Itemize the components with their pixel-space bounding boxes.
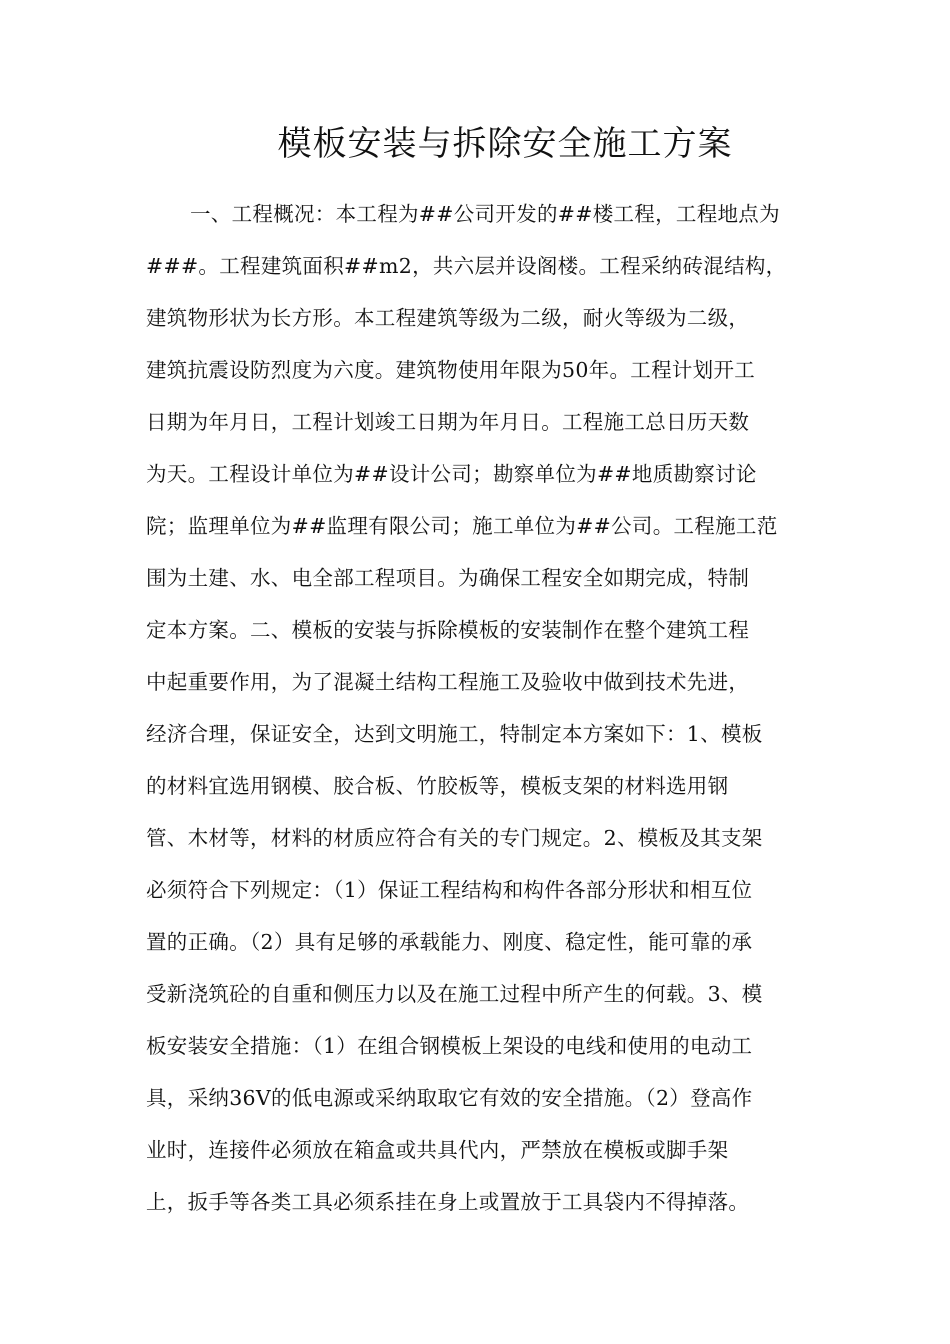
body-line: 置的正确。（2）具有足够的承载能力、刚度、稳定性，能可靠的承 — [146, 930, 753, 954]
body-line: 建筑物形状为长方形。本工程建筑等级为二级，耐火等级为二级， — [146, 306, 750, 330]
body-line: 中起重要作用，为了混凝土结构工程施工及验收中做到技术先进， — [146, 670, 750, 694]
body-line: 受新浇筑砼的自重和侧压力以及在施工过程中所产生的何载。3、模 — [146, 982, 763, 1006]
body-line: 院；监理单位为##监理有限公司；施工单位为##公司。工程施工范 — [146, 514, 778, 538]
body-line: 定本方案。二、模板的安装与拆除模板的安装制作在整个建筑工程 — [146, 618, 750, 642]
body-line: ###。工程建筑面积##m2，共六层并设阁楼。工程采纳砖混结构， — [146, 254, 787, 278]
body-line: 建筑抗震设防烈度为六度。建筑物使用年限为50年。工程计划开工 — [146, 358, 756, 382]
body-line: 板安装安全措施：（1）在组合钢模板上架设的电线和使用的电动工 — [146, 1034, 753, 1058]
body-line: 业时，连接件必须放在箱盒或共具代内，严禁放在模板或脚手架 — [146, 1138, 729, 1162]
document-body — [146, 188, 816, 1228]
body-line: 为天。工程设计单位为##设计公司；勘察单位为##地质勘察讨论 — [146, 462, 757, 486]
body-line: 上，扳手等各类工具必须系挂在身上或置放于工具袋内不得掉落。 — [146, 1190, 750, 1214]
body-line: 日期为年月日，工程计划竣工日期为年月日。工程施工总日历天数 — [146, 410, 750, 434]
body-line: 一、工程概况：本工程为##公司开发的##楼工程，工程地点为 — [190, 202, 780, 226]
body-line: 必须符合下列规定：（1）保证工程结构和构件各部分形状和相互位 — [146, 878, 753, 902]
body-line: 围为土建、水、电全部工程项目。为确保工程安全如期完成，特制 — [146, 566, 750, 590]
body-line: 经济合理，保证安全，达到文明施工，特制定本方案如下：1、模板 — [146, 722, 763, 746]
body-line: 的材料宜选用钢模、胶合板、竹胶板等，模板支架的材料选用钢 — [146, 774, 729, 798]
document-title: 模板安装与拆除安全施工方案 — [277, 124, 733, 164]
body-line: 具，采纳36V的低电源或采纳取取它有效的安全措施。（2）登高作 — [146, 1086, 753, 1110]
body-line: 管、木材等，材料的材质应符合有关的专门规定。2、模板及其支架 — [146, 826, 763, 850]
